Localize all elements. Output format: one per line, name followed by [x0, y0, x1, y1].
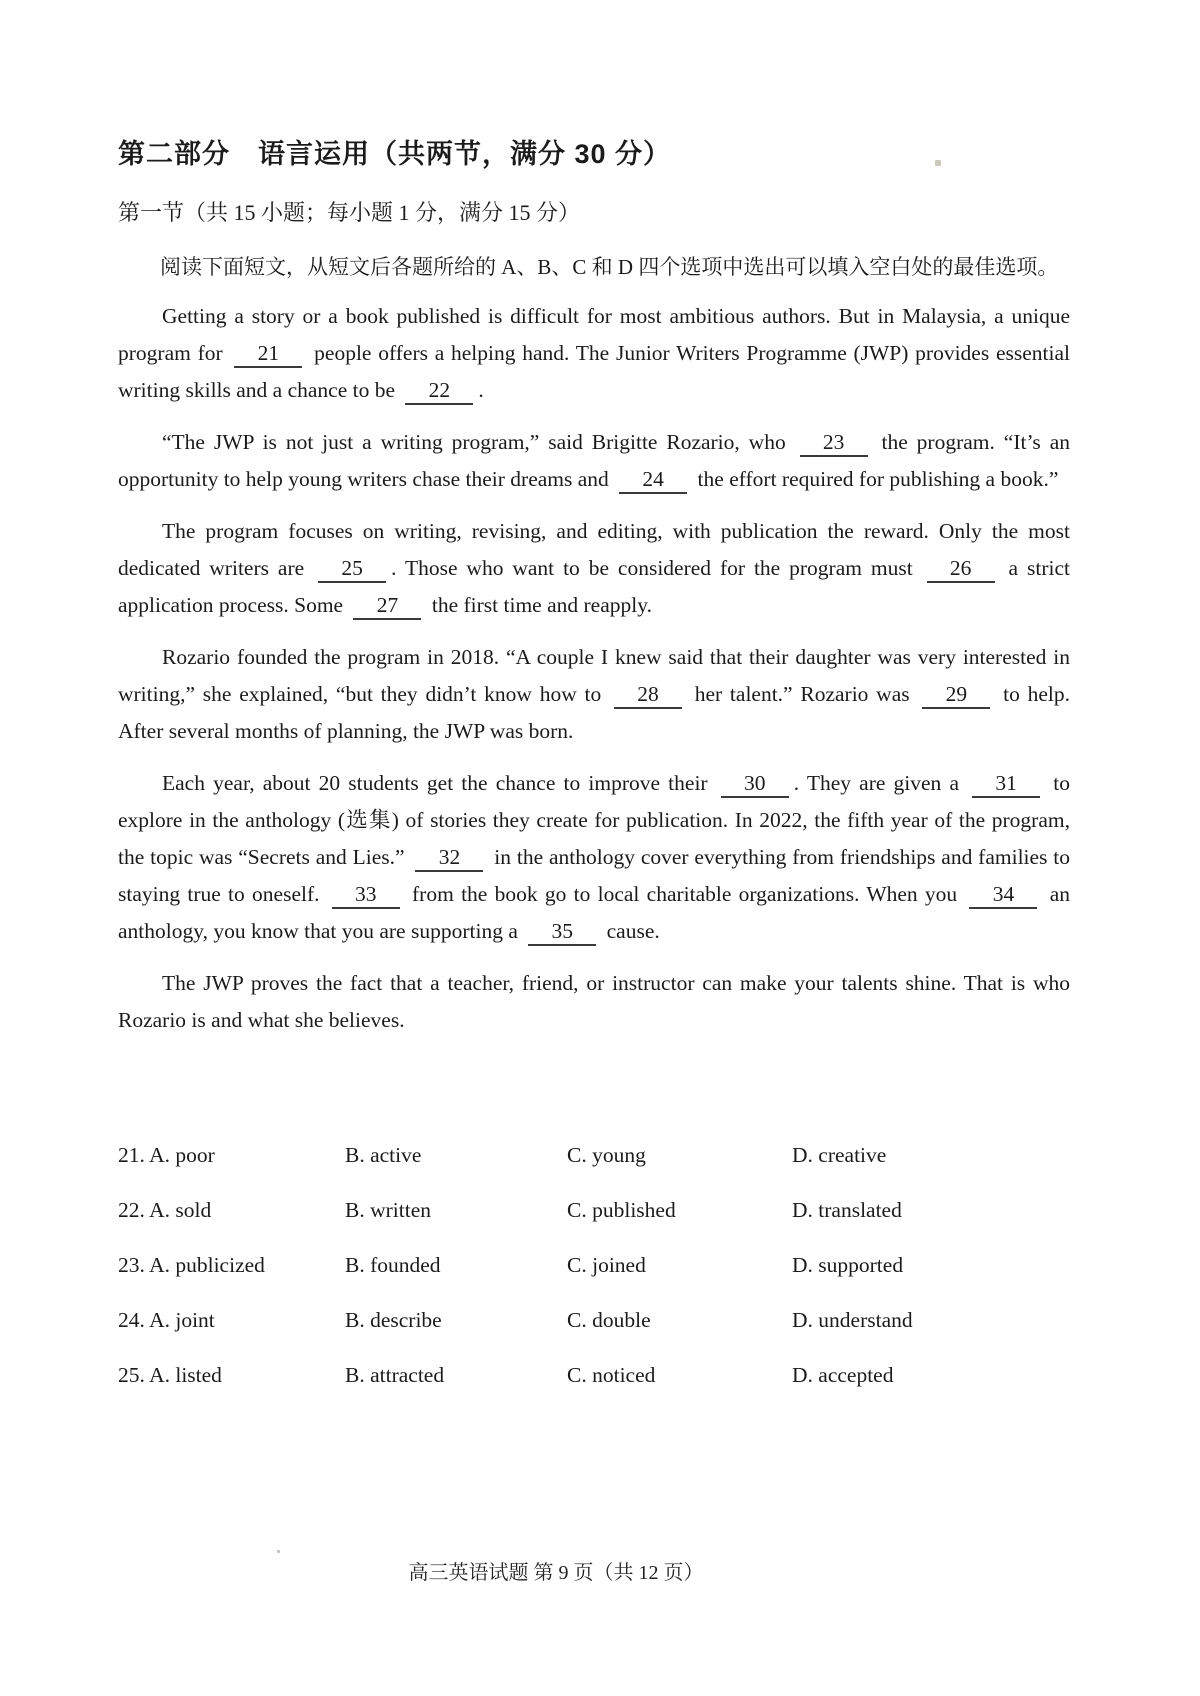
option-text: B. written	[345, 1198, 431, 1222]
page-footer: 高三英语试题 第 9 页（共 12 页）	[408, 1562, 704, 1584]
passage-paragraph: Each year, about 20 students get the chance to improve their 30 . They are given a 31 to explore in the anthology (选集) of stories they create for publication. In 2022, the fifth year of the program, the topic was “Secrets and Lies.” 32 in the anthology cover everything from friendships and families to staying true to oneself. 33 from the book go to local charitable organizations. When you 34 an anthology, you know that you are supporting a 35 cause.	[118, 765, 1070, 950]
option-24-C	[567, 1308, 792, 1332]
option-23-D	[792, 1253, 1070, 1277]
option-23-C	[567, 1253, 792, 1277]
question-row-24	[118, 1308, 1070, 1332]
option-text: B. attracted	[345, 1363, 445, 1387]
option-22-A	[118, 1198, 345, 1222]
passage-paragraph: Getting a story or a book published is difficult for most ambitious authors. But in Malaysia, a unique program for 21 people offers a helping hand. The Junior Writers Programme (JWP) provides essential writing skills and a chance to be 22 .	[118, 298, 1070, 409]
cloze-blank-30: 30	[721, 772, 789, 798]
question-number: 21.	[118, 1143, 150, 1167]
cloze-instructions: 阅读下面短文，从短文后各题所给的 A、B、C 和 D 四个选项中选出可以填入空白处的最佳选项。	[160, 255, 1059, 279]
option-22-C	[567, 1198, 792, 1222]
passage-paragraph: “The JWP is not just a writing program,” said Brigitte Rozario, who 23 the program. “It’s an opportunity to help young writers chase their dreams and 24 the effort required for publishing a book.”	[118, 424, 1070, 498]
cloze-blank-23: 23	[800, 431, 868, 457]
option-22-D	[792, 1198, 1070, 1222]
question-number: 22.	[118, 1198, 150, 1222]
option-text: A. listed	[149, 1363, 222, 1387]
section-heading: 第一节（共 15 小题；每小题 1 分，满分 15 分）	[118, 200, 581, 225]
cloze-blank-31: 31	[972, 772, 1040, 798]
passage-paragraph: The JWP proves the fact that a teacher, friend, or instructor can make your talents shine. That is who Rozario is and what she believes.	[118, 971, 1070, 1032]
option-25-B	[345, 1363, 567, 1387]
option-25-A	[118, 1363, 345, 1387]
cloze-blank-32: 32	[415, 846, 483, 872]
option-text: D. accepted	[792, 1363, 894, 1387]
option-text: A. publicized	[149, 1253, 265, 1277]
option-text: C. double	[567, 1308, 651, 1332]
option-24-D	[792, 1308, 1070, 1332]
part-title: 第二部分 语言运用（共两节，满分 30 分）	[118, 139, 672, 169]
option-text: D. creative	[792, 1143, 887, 1167]
option-text: A. poor	[149, 1143, 215, 1167]
cloze-blank-29: 29	[922, 683, 990, 709]
option-text: D. translated	[792, 1198, 902, 1222]
passage-paragraph: The program focuses on writing, revising, and editing, with publication the reward. Only the most dedicated writers are 25 . Those who want to be considered for the program must 26 a strict application process. Some 27 the first time and reapply.	[118, 513, 1070, 624]
question-row-23	[118, 1253, 1070, 1277]
passage	[118, 298, 1070, 1039]
scan-speck	[277, 1550, 280, 1553]
cloze-blank-26: 26	[927, 557, 995, 583]
cloze-blank-22: 22	[405, 379, 473, 405]
question-number: 23.	[118, 1253, 150, 1277]
option-23-A	[118, 1253, 345, 1277]
option-21-D	[792, 1143, 1070, 1167]
option-text: C. young	[567, 1143, 646, 1167]
cloze-blank-28: 28	[614, 683, 682, 709]
option-25-C	[567, 1363, 792, 1387]
cloze-blank-34: 34	[969, 883, 1037, 909]
cloze-blank-35: 35	[528, 920, 596, 946]
option-text: A. sold	[149, 1198, 212, 1222]
option-text: C. noticed	[567, 1363, 656, 1387]
question-number: 25.	[118, 1363, 150, 1387]
option-24-A	[118, 1308, 345, 1332]
option-21-B	[345, 1143, 567, 1167]
option-text: A. joint	[149, 1308, 215, 1332]
question-row-22	[118, 1198, 1070, 1222]
option-25-D	[792, 1363, 1070, 1387]
cloze-blank-21: 21	[234, 342, 302, 368]
question-list	[118, 1143, 1070, 1387]
cloze-blank-24: 24	[619, 468, 687, 494]
cloze-blank-25: 25	[318, 557, 386, 583]
page-content	[118, 136, 1070, 1418]
option-text: D. understand	[792, 1308, 913, 1332]
option-text: D. supported	[792, 1253, 904, 1277]
question-number: 24.	[118, 1308, 150, 1332]
option-23-B	[345, 1253, 567, 1277]
option-24-B	[345, 1308, 567, 1332]
cloze-blank-27: 27	[353, 594, 421, 620]
question-row-21	[118, 1143, 1070, 1167]
option-text: B. active	[345, 1143, 422, 1167]
option-text: B. founded	[345, 1253, 441, 1277]
cloze-blank-33: 33	[332, 883, 400, 909]
question-row-25	[118, 1363, 1070, 1387]
option-text: C. published	[567, 1198, 676, 1222]
option-22-B	[345, 1198, 567, 1222]
option-text: B. describe	[345, 1308, 442, 1332]
passage-paragraph: Rozario founded the program in 2018. “A couple I knew said that their daughter was very interested in writing,” she explained, “but they didn’t know how to 28 her talent.” Rozario was 29 to help. After several months of planning, the JWP was born.	[118, 645, 1070, 743]
option-text: C. joined	[567, 1253, 646, 1277]
option-21-C	[567, 1143, 792, 1167]
option-21-A	[118, 1143, 345, 1167]
